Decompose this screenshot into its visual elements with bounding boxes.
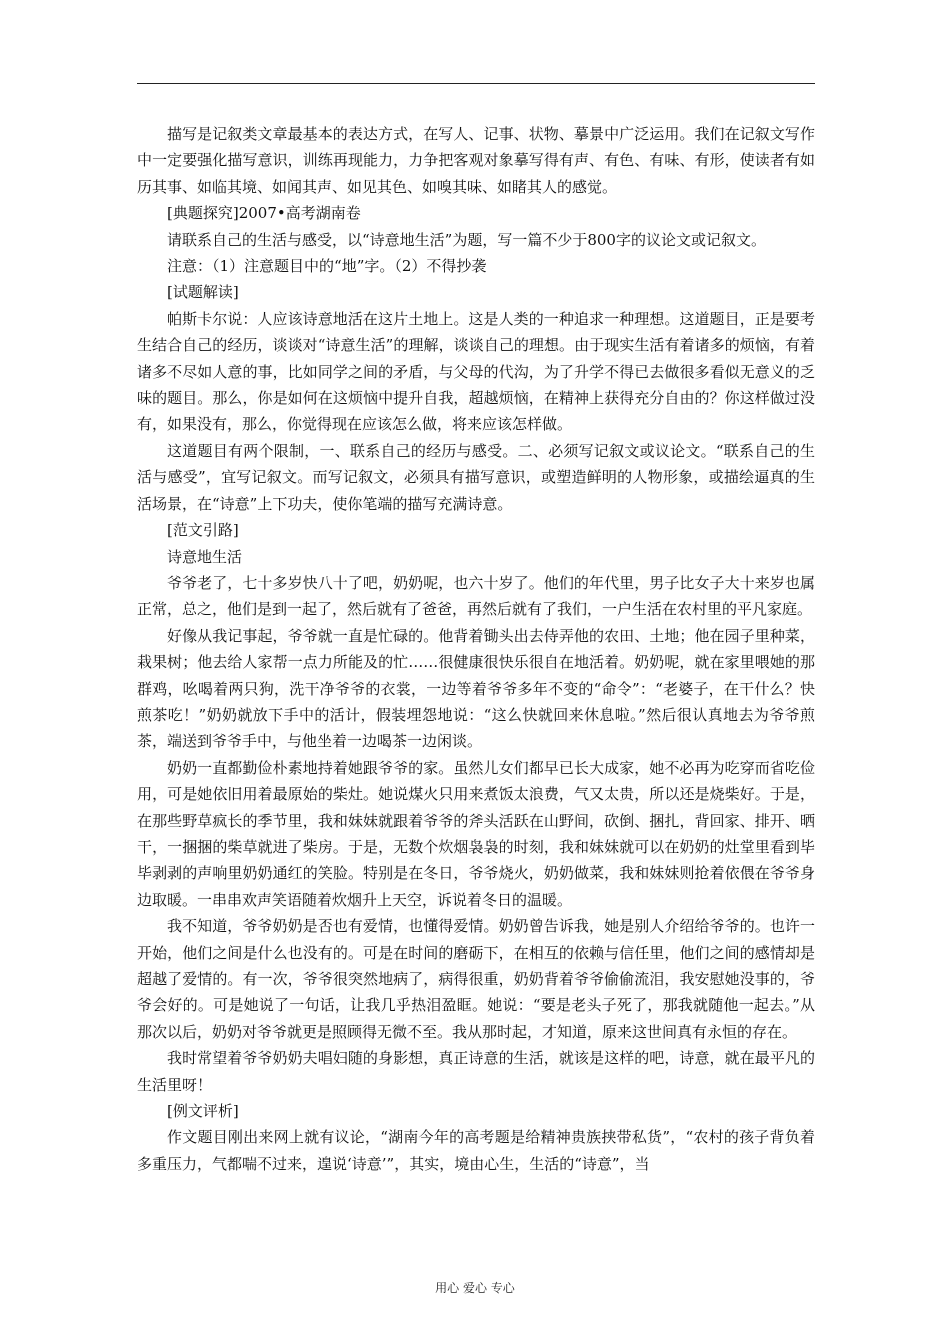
page-footer: 用心 爱心 专心: [435, 1281, 515, 1295]
essay-title: 诗意地生活: [167, 547, 243, 566]
section-label: [范文引路]: [167, 521, 239, 540]
paragraph: 这道题目有两个限制，一、联系自己的经历与感受。二、必须写记叙文或议论文。“联系自己的生活与感受”，宜写记叙文。而写记叙文，必须具有描写意识，或塑造鲜明的人物形象，或描绘逼真的生活场景，在“诗意”上下功夫，使你笔端的描写充满诗意。: [137, 441, 815, 513]
paragraph: 我不知道，爷爷奶奶是否也有爱情，也懂得爱情。奶奶曾告诉我，她是别人介绍给爷爷的。也许一开始，他们之间是什么也没有的。可是在时间的磨砺下，在相互的依赖与信任里，他们之间的感情却是超越了爱情的。有一次，爷爷很突然地病了，病得很重，奶奶背着爷爷偷偷流泪，我安慰她没事的，爷爷会好的。可是她说了一句话，让我几乎热泪盈眶。她说：“要是老头子死了，那我就随他一起去。”从那次以后，奶奶对爷爷就更是照顾得无微不至。我从那时起，才知道，原来这世间真有永恒的存在。: [137, 917, 815, 1041]
paragraph: 好像从我记事起，爷爷就一直是忙碌的。他背着锄头出去侍弄他的农田、土地；他在园子里种菜，栽果树；他去给人家帮一点力所能及的忙……很健康很快乐很自在地活着。奶奶呢，就在家里喂她的那群鸡，吆喝着两只狗，洗干净爷爷的衣裳，一边等着爷爷多年不变的“命令”：“老婆子，在干什么？快煎茶吃！”奶奶就放下手中的活计，假装埋怨地说：“这么快就回来休息啦。”然后很认真地去为爷爷煎茶，端送到爷爷手中，与他坐着一边喝茶一边闲谈。: [137, 626, 815, 751]
paragraph: 爷爷老了，七十多岁快八十了吧，奶奶呢，也六十岁了。他们的年代里，男子比女子大十来岁也属正常，总之，他们是到一起了，然后就有了爸爸，再然后就有了我们，一户生活在农村里的平凡家庭。: [137, 573, 815, 619]
section-label: [例文评析]: [167, 1102, 239, 1121]
header-rule: [137, 83, 815, 84]
paragraph: 注意：（1）注意题目中的“地”字。（2）不得抄袭: [167, 257, 487, 276]
section-label: [试题解读]: [167, 283, 239, 302]
section-label: [典题探究]2007•高考湖南卷: [167, 204, 361, 223]
paragraph: 作文题目刚出来网上就有议论，“湖南今年的高考题是给精神贵族挟带私货”，“农村的孩子背负着多重压力，气都喘不过来，遑说‘诗意’”，其实，境由心生，生活的“诗意”，当: [137, 1128, 815, 1173]
paragraph: 帕斯卡尔说：人应该诗意地活在这片土地上。这是人类的一种追求一种理想。这道题目，正是要考生结合自己的经历，谈谈对“诗意生活”的理解，谈谈自己的理想。由于现实生活有着诸多的烦恼，有着诸多不尽如人意的事，比如同学之间的矛盾，与父母的代沟，为了升学不得已去做很多看似无意义的乏味的题目。那么，你是如何在这烦恼中提升自我，超越烦恼，在精神上获得充分自由的？你这样做过没有，如果没有，那么，你觉得现在应该怎么做，将来应该怎样做。: [137, 309, 815, 434]
paragraph: 描写是记叙类文章最基本的表达方式，在写人、记事、状物、摹景中广泛运用。我们在记叙文写作中一定要强化描写意识，训练再现能力，力争把客观对象摹写得有声、有色、有味、有形，使读者有如历其事、如临其境、如闻其声、如见其色、如嗅其味、如睹其人的感觉。: [137, 125, 815, 196]
paragraph: 我时常望着爷爷奶奶夫唱妇随的身影想，真正诗意的生活，就该是这样的吧，诗意，就在最平凡的生活里呀！: [137, 1049, 815, 1094]
document-body: [137, 121, 815, 1177]
paragraph: 请联系自己的生活与感受，以“诗意地生活”为题，写一篇不少于800字的议论文或记叙文。: [167, 230, 766, 249]
paragraph: 奶奶一直都勤俭朴素地持着她跟爷爷的家。虽然儿女们都早已长大成家，她不必再为吃穿而省吃俭用，可是她依旧用着最原始的柴灶。她说煤火只用来煮饭太浪费，气又太贵，所以还是烧柴好。于是，在那些野草疯长的季节里，我和妹妹就跟着爷爷的斧头活跃在山野间，砍倒、捆扎，背回家、排开、晒干，一捆捆的柴草就进了柴房。于是，无数个炊烟袅袅的时刻，我和妹妹就可以在奶奶的灶堂里看到毕毕剥剥的声响里奶奶通红的笑脸。特别是在冬日，爷爷烧火，奶奶做菜，我和妹妹则抢着依偎在爷爷身边取暖。一串串欢声笑语随着炊烟升上天空，诉说着冬日的温暖。: [137, 758, 815, 909]
